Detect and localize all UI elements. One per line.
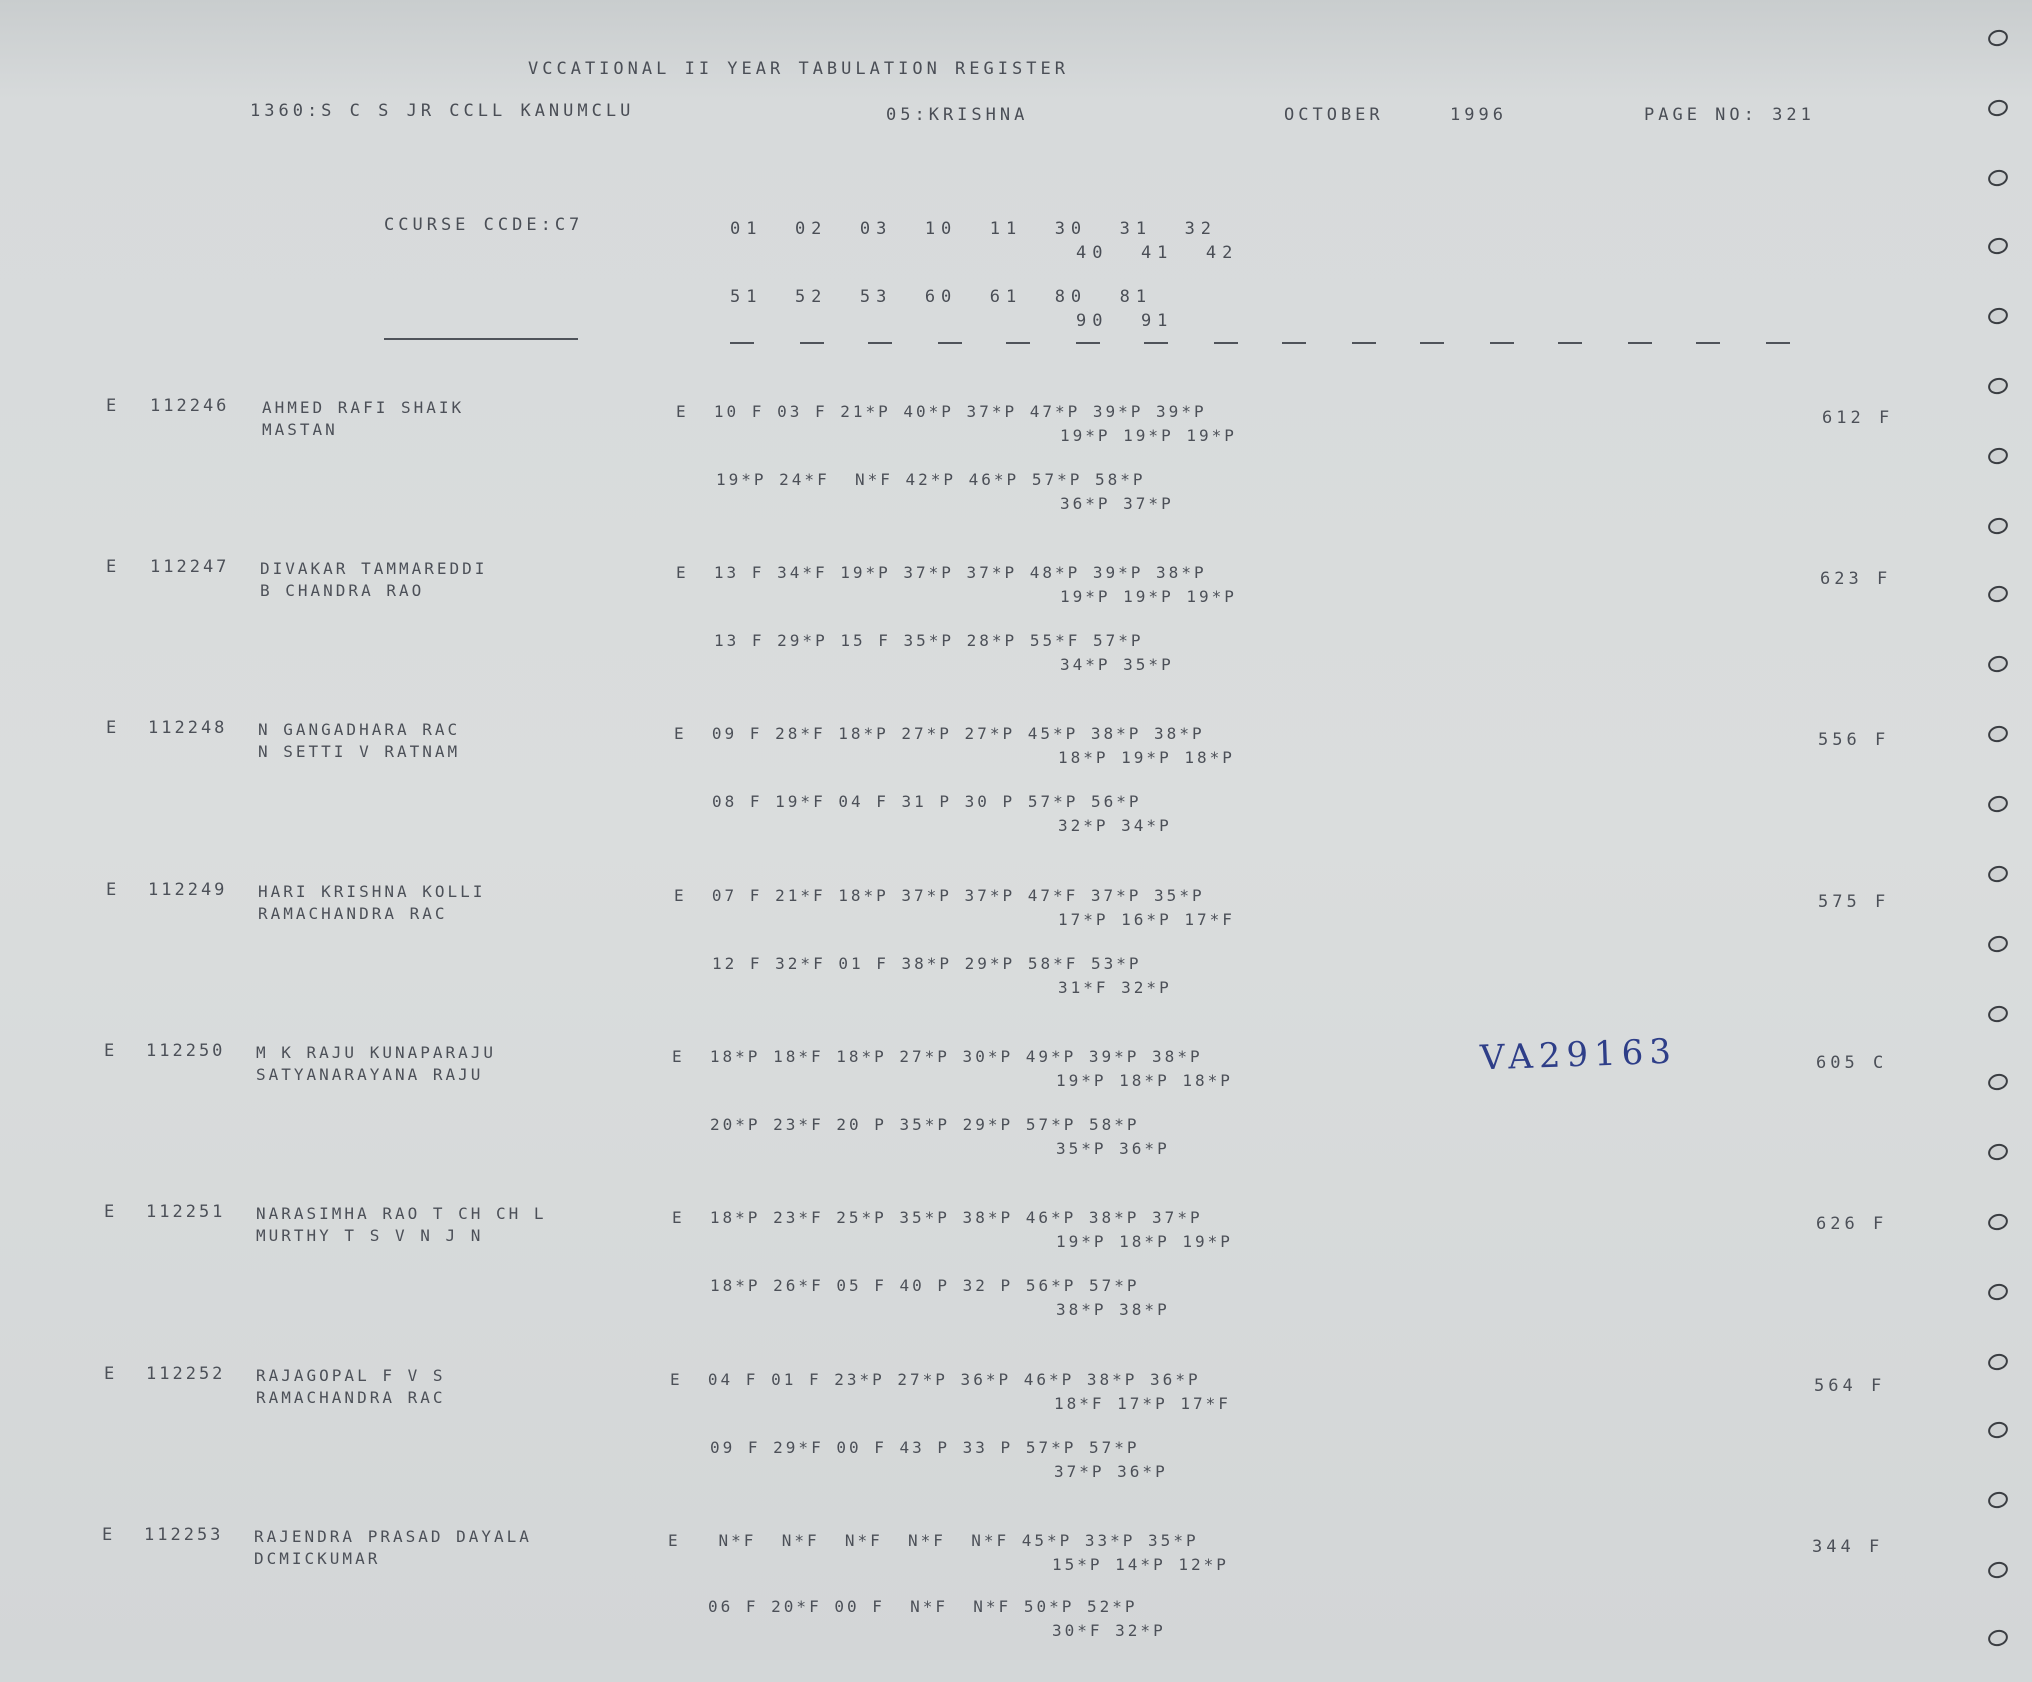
total-result: 623 F [1820, 569, 1892, 589]
student-name: RAJENDRA PRASAD DAYALA [254, 1527, 532, 1546]
hall-ticket-number: 112250 [146, 1041, 226, 1061]
student-name: NARASIMHA RAO T CH CH L [256, 1204, 547, 1223]
record-flag: E [102, 1525, 117, 1545]
record-flag: E [106, 396, 121, 416]
student-name: N GANGADHARA RAC [258, 720, 461, 739]
parent-name: MASTAN [262, 420, 338, 439]
parent-name: B CHANDRA RAO [260, 581, 425, 600]
parent-name: N SETTI V RATNAM [258, 742, 461, 761]
marks-line-2: 20*P 23*F 20 P 35*P 29*P 57*P 58*P [710, 1115, 1140, 1134]
marks-line-2: 08 F 19*F 04 F 31 P 30 P 57*P 56*P [712, 792, 1142, 811]
student-name: DIVAKAR TAMMAREDDI [260, 559, 488, 578]
student-record [0, 1199, 2032, 1359]
student-record [0, 715, 2032, 875]
parent-name: MURTHY T S V N J N [256, 1226, 484, 1245]
marks-line-1b: 18*P 19*P 18*P [1058, 748, 1235, 767]
hall-ticket-number: 112251 [146, 1202, 226, 1222]
parent-name: RAMACHANDRA RAC [258, 904, 448, 923]
marks-line-2b: 35*P 36*P [1056, 1139, 1170, 1158]
student-record [0, 1038, 2032, 1198]
student-name: RAJAGOPAL F V S [256, 1366, 446, 1385]
marks-line-2: 18*P 26*F 05 F 40 P 32 P 56*P 57*P [710, 1276, 1140, 1295]
marks-line-1: E 18*P 23*F 25*P 35*P 38*P 46*P 38*P 37*P [672, 1208, 1203, 1227]
marks-line-1: E 10 F 03 F 21*P 40*P 37*P 47*P 39*P 39*P [676, 402, 1207, 421]
record-flag: E [106, 718, 121, 738]
subject-codes-row2: 51 52 53 60 61 80 81 [730, 287, 1153, 307]
marks-line-2b: 38*P 38*P [1056, 1300, 1170, 1319]
marks-line-1b: 19*P 19*P 19*P [1060, 587, 1237, 606]
marks-line-1: E 07 F 21*F 18*P 37*P 37*P 47*F 37*P 35*P [674, 886, 1205, 905]
college-name: 1360:S C S JR CCLL KANUMCLU [250, 101, 635, 121]
student-record [0, 393, 2032, 553]
tractor-feed-holes [1976, 0, 2016, 1660]
marks-line-2: 06 F 20*F 00 F N*F N*F 50*P 52*P [708, 1597, 1138, 1616]
register-title: VCCATIONAL II YEAR TABULATION REGISTER [528, 59, 1069, 79]
student-record [0, 877, 2032, 1037]
subject-codes-row1b: 40 41 42 [1076, 243, 1239, 263]
total-result: 575 F [1818, 892, 1890, 912]
marks-line-2: 19*P 24*F N*F 42*P 46*P 57*P 58*P [716, 470, 1146, 489]
marks-line-1b: 19*P 18*P 19*P [1056, 1232, 1233, 1251]
marks-line-2: 09 F 29*F 00 F 43 P 33 P 57*P 57*P [710, 1438, 1140, 1457]
marks-line-1b: 18*F 17*P 17*F [1054, 1394, 1231, 1413]
student-record [0, 1522, 2032, 1682]
record-flag: E [104, 1364, 119, 1384]
parent-name: SATYANARAYANA RAJU [256, 1065, 484, 1084]
district: 05:KRISHNA [886, 105, 1029, 125]
marks-line-1b: 19*P 18*P 18*P [1056, 1071, 1233, 1090]
marks-line-2b: 30*F 32*P [1052, 1621, 1166, 1640]
student-name: AHMED RAFI SHAIK [262, 398, 465, 417]
marks-line-2b: 32*P 34*P [1058, 816, 1172, 835]
total-result: 556 F [1818, 730, 1890, 750]
subject-codes-row1: 01 02 03 10 11 30 31 32 [730, 219, 1218, 239]
student-name: HARI KRISHNA KOLLI [258, 882, 486, 901]
hall-ticket-number: 112252 [146, 1364, 226, 1384]
page-number: PAGE NO: 321 [1644, 105, 1815, 125]
hall-ticket-number: 112248 [148, 718, 228, 738]
total-result: 564 F [1814, 1376, 1886, 1396]
hall-ticket-number: 112246 [150, 396, 230, 416]
marks-line-1: E 04 F 01 F 23*P 27*P 36*P 46*P 38*P 36*P [670, 1370, 1201, 1389]
parent-name: RAMACHANDRA RAC [256, 1388, 446, 1407]
hall-ticket-number: 112247 [150, 557, 230, 577]
record-flag: E [106, 880, 121, 900]
total-result: 344 F [1812, 1537, 1884, 1557]
exam-year: 1996 [1450, 105, 1507, 125]
marks-line-1b: 17*P 16*P 17*F [1058, 910, 1235, 929]
marks-line-2b: 31*F 32*P [1058, 978, 1172, 997]
exam-month: OCTOBER [1284, 105, 1384, 125]
marks-line-2b: 36*P 37*P [1060, 494, 1174, 513]
marks-line-1: E 18*P 18*F 18*P 27*P 30*P 49*P 39*P 38*P [672, 1047, 1203, 1066]
record-flag: E [104, 1202, 119, 1222]
marks-line-2: 12 F 32*F 01 F 38*P 29*P 58*F 53*P [712, 954, 1142, 973]
hall-ticket-number: 112253 [144, 1525, 224, 1545]
total-result: 626 F [1816, 1214, 1888, 1234]
marks-line-1b: 15*P 14*P 12*P [1052, 1555, 1229, 1574]
student-record [0, 554, 2032, 714]
student-name: M K RAJU KUNAPARAJU [256, 1043, 497, 1062]
hall-ticket-number: 112249 [148, 880, 228, 900]
marks-line-2b: 37*P 36*P [1054, 1462, 1168, 1481]
record-flag: E [104, 1041, 119, 1061]
subject-codes-row2b: 90 91 [1076, 311, 1174, 331]
marks-line-1: E 09 F 28*F 18*P 27*P 27*P 45*P 38*P 38*P [674, 724, 1205, 743]
parent-name: DCMICKUMAR [254, 1549, 381, 1568]
total-result: 612 F [1822, 408, 1894, 428]
student-record [0, 1361, 2032, 1521]
course-code: CCURSE CCDE:C7 [384, 215, 584, 235]
marks-line-1: E 13 F 34*F 19*P 37*P 37*P 48*P 39*P 38*P [676, 563, 1207, 582]
marks-line-2: 13 F 29*P 15 F 35*P 28*P 55*F 57*P [714, 631, 1144, 650]
total-result: 605 C [1816, 1053, 1888, 1073]
record-flag: E [106, 557, 121, 577]
marks-line-2b: 34*P 35*P [1060, 655, 1174, 674]
marks-line-1b: 19*P 19*P 19*P [1060, 426, 1237, 445]
marks-line-1: E N*F N*F N*F N*F N*F 45*P 33*P 35*P [668, 1531, 1199, 1550]
handwritten-note: VA29163 [1479, 1031, 1678, 1079]
